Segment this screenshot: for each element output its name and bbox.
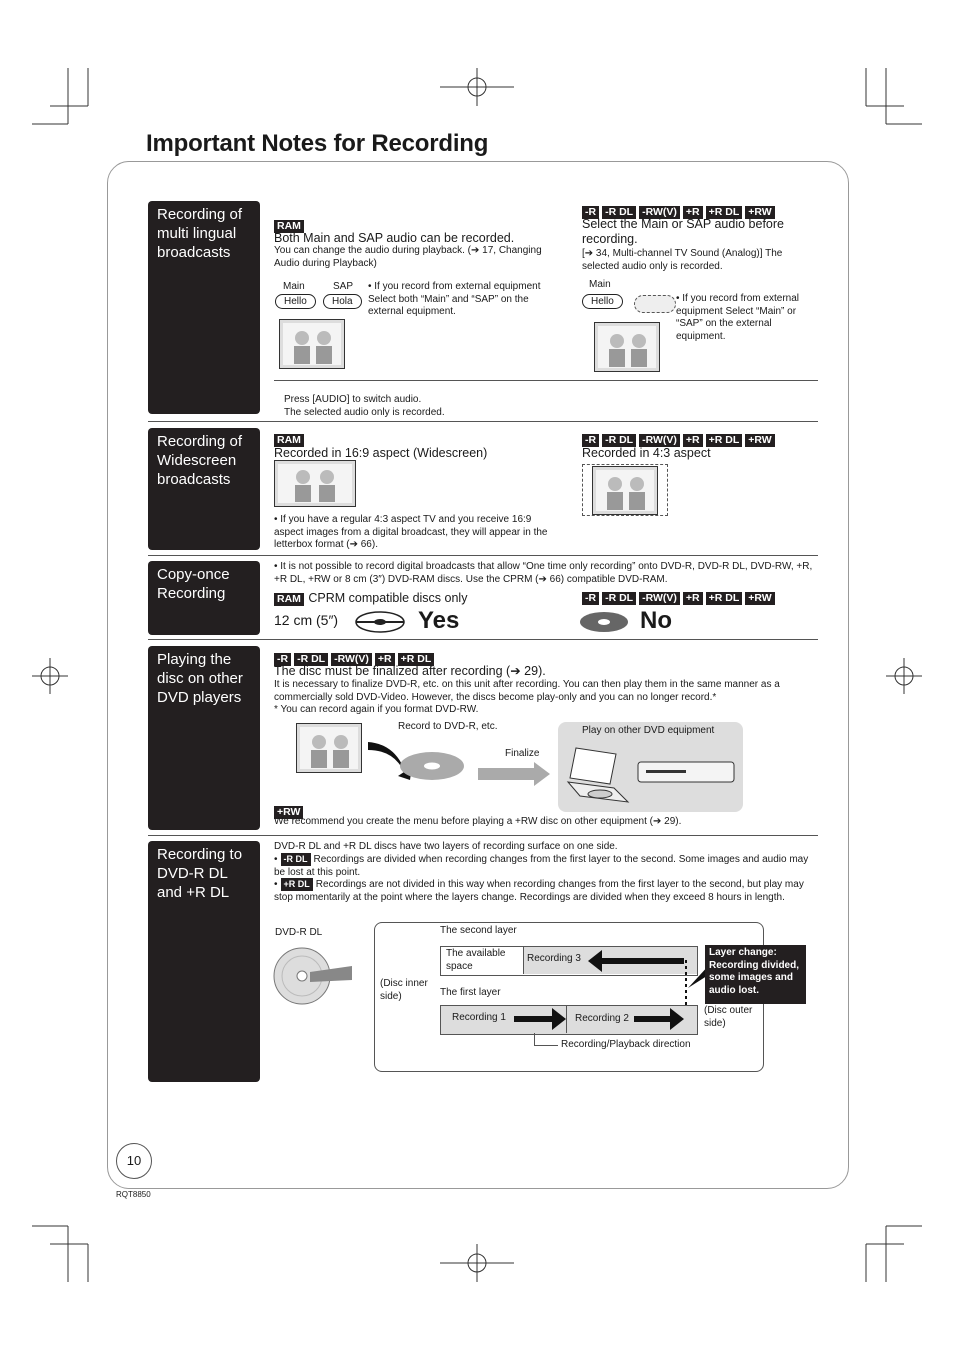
r-ext-note: • If you record from external equipment Select “Main” or “SAP” on the external equipment. (676, 293, 799, 342)
prdl-note: Recordings are not divided in this way when recording changes from the first layer to the second, but play may stop momentarily at the point where the layers change. Recordings are divided when they exceed 8 hours in length. (274, 879, 804, 903)
recording-1-label: Recording 1 (452, 1012, 506, 1023)
dvd-players-icon (566, 744, 738, 806)
format-foot: * You can record again if you format DVD-RW. (274, 704, 479, 715)
finalize-text: The disc must be finalized after recording (➔ 29). (274, 664, 546, 678)
hola-bubble: Hola (323, 294, 362, 309)
page-title: Important Notes for Recording (146, 130, 489, 157)
finalize-arrow (478, 762, 552, 786)
wide-ram-text: Recorded in 16:9 aspect (Widescreen) (274, 446, 488, 460)
tag-group: RAM (274, 216, 307, 234)
page-number: 10 (116, 1143, 152, 1179)
disc-outer-label: (Disc outer side) (704, 1005, 753, 1029)
rdl-note: Recordings are divided when recording changes from the first layer to the second. Some images and audio may be lost at this point. (274, 854, 809, 878)
tag-group: -R -R DL -RW(V) +R +R DL +RW (582, 588, 778, 606)
rw-note: We recommend you create the menu before playing a +RW disc on other equipment (➔ 29). (274, 816, 682, 827)
divider (274, 380, 818, 381)
sap-label: SAP (333, 281, 354, 292)
rdl-note-line: • -R DL Recordings are divided when recording changes from the first layer to the second. Some images and audio may be lost at this point. (274, 854, 809, 878)
divider (148, 555, 818, 556)
arrow-right-icon (514, 1008, 566, 1030)
section-widescreen: Recording of Widescreen broadcasts (148, 428, 260, 550)
press-audio: Press [AUDIO] to switch audio. (284, 394, 422, 405)
empty-bubble (634, 295, 676, 313)
copy-note: • It is not possible to record digital broadcasts that allow “One time only recording” onto DVD-R, DVD-R DL, DVD-RW, +R, +R DL, +RW or 8 cm (3″) DVD-RAM discs. Use the CPRM (➔ 66) compatible DVD-RAM. (274, 561, 813, 585)
selected-only: The selected audio only is recorded. (284, 407, 445, 418)
rdl-tag: -R DL (281, 853, 311, 866)
dvdrdl-disc-icon (272, 940, 354, 1008)
finalize-label: Finalize (505, 748, 540, 759)
divider (148, 421, 818, 422)
wide-r-text: Recorded in 4:3 aspect (582, 446, 711, 460)
disc-size: 12 cm (5″) (274, 612, 339, 628)
record-arrow-disc (366, 736, 466, 784)
second-layer-label: The second layer (440, 925, 517, 936)
document-code: RQT8850 (116, 1190, 151, 1199)
r-hello-bubble: Hello (582, 294, 623, 309)
dvdrdl-label: DVD-R DL (275, 927, 323, 938)
direction-line (534, 1045, 558, 1046)
arrow-left-icon (588, 950, 684, 972)
divider (148, 639, 818, 640)
direction-label: Recording/Playback direction (561, 1039, 691, 1050)
cprm-text: CPRM compatible discs only (308, 591, 468, 605)
hello-bubble: Hello (275, 294, 316, 309)
ram-text: Both Main and SAP audio can be recorded. (274, 231, 515, 245)
dvdram-disc-icon (354, 610, 406, 634)
cprm-line (274, 589, 467, 607)
dl-intro: DVD-R DL and +R DL discs have two layers of recording surface on one side. (274, 841, 618, 852)
ram-tag: RAM (274, 593, 304, 606)
divider (148, 835, 818, 836)
tv-image (594, 322, 660, 372)
tag-group: RAM (274, 430, 307, 448)
available-space: The available space (446, 948, 506, 972)
r-text: Select the Main or SAP audio before recording. (582, 217, 784, 246)
section-multi-lingual: Recording of multi lingual broadcasts (148, 201, 260, 414)
disc-inner-label: (Disc inner side) (380, 978, 428, 1002)
layer-divider (566, 1006, 567, 1033)
tag-group: -R -R DL -RW(V) +R +R DL (274, 649, 437, 667)
finalize-body: It is necessary to finalize DVD-R, etc. on this unit after recording. You can then play them in the same manner as a commercially sold DVD-Video. However, the discs become play-only and you can no longer record.* (274, 679, 780, 703)
section-dl: Recording to DVD-R DL and +R DL (148, 841, 260, 1082)
recording-2-label: Recording 2 (575, 1013, 629, 1024)
43-image (592, 466, 658, 515)
direction-line (534, 1033, 535, 1045)
play-other-label: Play on other DVD equipment (582, 725, 715, 736)
r-main-label: Main (589, 279, 611, 290)
section-playing: Playing the disc on other DVD players (148, 646, 260, 830)
ram-note: You can change the audio during playback. (➔ 17, Changing Audio during Playback) (274, 245, 542, 269)
layer-change-callout: Layer change: Recording divided, some images and audio lost. (705, 945, 806, 1004)
arrow-right-icon (634, 1008, 684, 1030)
record-to-label: Record to DVD-R, etc. (398, 721, 498, 732)
recording-3-label: Recording 3 (527, 953, 581, 964)
prdl-tag: +R DL (281, 878, 313, 891)
widescreen-image (274, 460, 356, 507)
disc-icon (578, 610, 630, 634)
first-layer-label: The first layer (440, 987, 501, 998)
r-note: [➔ 34, Multi-channel TV Sound (Analog)] The selected audio only is recorded. (582, 248, 783, 272)
main-label: Main (283, 281, 305, 292)
tv-image (296, 723, 362, 773)
tag-group: -R -R DL -RW(V) +R +R DL +RW (582, 202, 778, 220)
tag-group: +RW (274, 802, 306, 820)
section-copy-once: Copy-once Recording (148, 561, 260, 635)
prdl-note-line: • +R DL Recordings are not divided in this way when recording changes from the first layer to the second, but play may stop momentarily at the point where the layers change. Recordings are divided when they exceed 8 hours in length. (274, 879, 804, 903)
wide-ram-note: • If you have a regular 4:3 aspect TV and you receive 16:9 aspect images from a digital broadcast, they will appear in the letterbox format (➔ 66). (274, 514, 548, 550)
no-label: No (640, 607, 672, 634)
ext-note: • If you record from external equipment Select both “Main” and “SAP” on the external equipment. (368, 281, 541, 317)
tag-group: -R -R DL -RW(V) +R +R DL +RW (582, 430, 778, 448)
yes-label: Yes (418, 607, 460, 634)
tv-image (279, 319, 345, 369)
